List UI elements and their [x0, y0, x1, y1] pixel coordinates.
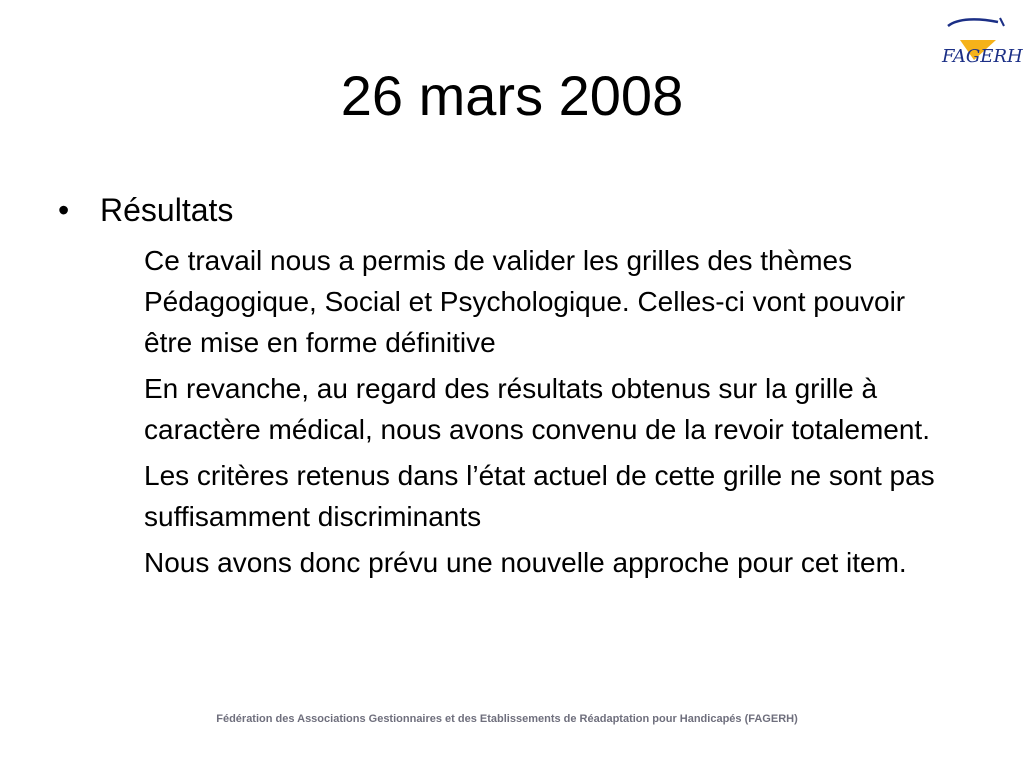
fagerh-logo-icon	[938, 16, 1023, 76]
bullet-heading: Résultats	[100, 192, 234, 228]
slide-title: 26 mars 2008	[340, 64, 684, 127]
sub-item: Ce travail nous a permis de valider les grilles des thèmes Pédagogique, Social et Psychologique. Celles-ci vont pouvoir être mise en forme définitive	[144, 245, 906, 358]
sub-item: Nous avons donc prévu une nouvelle approche pour cet item.	[144, 547, 907, 578]
bullet-item-resultats	[58, 188, 958, 232]
logo-text: FAGERH	[942, 46, 1023, 67]
sub-item: En revanche, au regard des résultats obtenus sur la grille à caractère médical, nous avons convenu de la revoir totalement.	[144, 373, 930, 445]
sub-item: Les critères retenus dans l’état actuel de cette grille ne sont pas suffisamment discriminants	[144, 460, 935, 532]
sub-item-list	[58, 240, 958, 583]
slide-content	[58, 188, 958, 588]
bullet-marker: •	[58, 192, 70, 228]
slide-footer: Fédération des Associations Gestionnaires et des Etablissements de Réadaptation pour Handicapés (FAGERH)	[216, 713, 798, 725]
